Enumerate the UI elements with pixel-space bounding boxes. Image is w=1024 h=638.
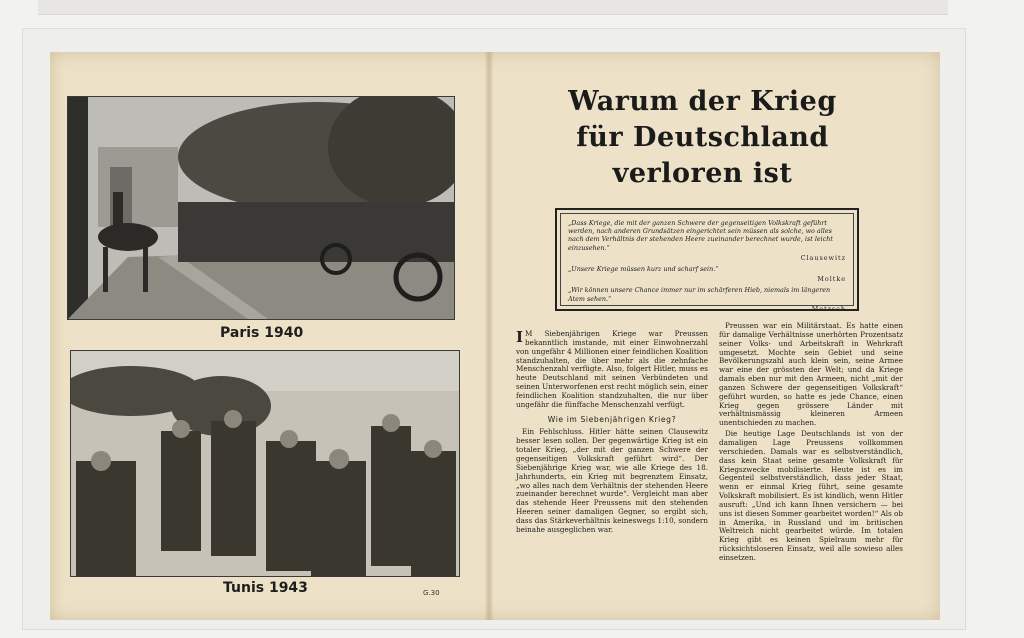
photo-paris-parade	[67, 96, 455, 320]
quote-text: „Wir können unsere Chance immer nur im schärferen Hieb, niemals im längeren Atem sehen.“	[568, 286, 831, 303]
drop-cap: I	[516, 328, 524, 346]
photo-caption-tunis: Tunis 1943	[223, 580, 308, 596]
top-paper-strip	[38, 0, 948, 15]
headline-line: Warum der Krieg	[568, 86, 837, 117]
quote-text: „Unsere Kriege müssen kurz und scharf sein.“	[568, 265, 719, 274]
article-column-left	[516, 330, 708, 537]
leaflet-code: G.30	[423, 589, 440, 597]
article-paragraph: Preussen war ein Militärstaat. Es hatte einen für damalige Verhältnisse unerhörten Prozentsatz seiner Volks- und Arbeitskraft in Wehrkraft umgesetzt. Mochte sein Gebiet und seine Bevölkerungszahl auch klein sein, seine Armee war eine der grössten der Welt; und da Kriege damals eben nur mit den Armeen, nicht „mit der ganzen Schwere der gegenseitigen Volkskraft“ geführt wurden, so hatte es jede Chance, einen Krieg gegen grössere Länder mit verhältnismässig kleineren Armeen unentschieden zu machen.	[719, 321, 903, 428]
photo-tunis-prisoners	[70, 350, 460, 577]
quote-box-inner	[560, 213, 854, 313]
article-paragraph	[516, 330, 708, 410]
quote-author: Moltke	[817, 275, 846, 284]
article-paragraph-text: M Siebenjährigen Kriege war Preussen bekanntlich imstande, mit einer Einwohnerzahl von ungefähr 4 Millionen einer feindlichen Koalition standzuhalten, die über mehr als die zehnfache Menschenzahl verfügte. Also, folgert Hitler, muss es heute Deutschland mit seinen Verbündeten und seinen Unterworfenen erst recht möglich sein, einer feindlichen Koalition standzuhalten, die nur über ungefähr die fünffache Menschenzahl verfügt.	[516, 329, 708, 409]
quote-text: „Dass Kriege, die mit der ganzen Schwere der gegenseitigen Volkskraft geführt werden, nach anderen Grundsätzen eingerichtet sein müssen als solche, wo alles nach dem Verhältnis der stehenden Heere zueinander berechnet wurde, ist leicht einzusehen.“	[568, 219, 833, 252]
article-paragraph: Die heutige Lage Deutschlands ist von der damaligen Lage Preussens vollkommen verschieden. Damals war es selbstverständlich, dass kein Staat seine gesamte Volkskraft für Kriegszwecke mobilisierte. Heute ist es im Gegenteil selbstverständlich, dass jeder Staat, wenn er einmal Krieg führt, seine gesamte Volkskraft mobilisiert. Es ist kindlich, wenn Hitler ausruft: „Und ich kann Ihnen versichern — bei uns ist diesen Sommer gearbeitet worden!“ Als ob in Amerika, in Russland und im britischen Weltreich nicht gearbeitet würde. Im totalen Krieg gibt es keinen Spielraum mehr für rücksichtsloseren Einsatz, weil alle sowieso alles einsetzen.	[719, 429, 903, 562]
quote-box	[555, 208, 859, 311]
leaflet-headline	[505, 84, 900, 192]
article-column-right	[719, 322, 903, 565]
headline-line: verloren ist	[612, 158, 793, 189]
quote-author: Clausewitz	[800, 253, 846, 262]
quote-author: Metzsch	[811, 304, 846, 313]
article-subheading: Wie im Siebenjährigen Krieg?	[547, 414, 677, 424]
article-paragraph: Ein Fehlschluss. Hitler hätte seinen Clausewitz besser lesen sollen. Der gegenwärtige Krieg ist ein totaler Krieg, „der mit der ganzen Schwere der gegenseitigen Volkskraft geführt wird“. Der Siebenjährige Krieg war, wie alle Kriege des 18. Jahrhunderts, ein Krieg mit begrenztem Einsatz, „wo alles nach dem Verhältnis der stehenden Heere zueinander berechnet wurde“. Vergleicht man aber das stehende Heer Preussens mit den stehenden Heeren seiner damaligen Gegner, so ergibt sich, dass das Stärkeverhältnis keineswegs 1:10, sondern beinahe ausgeglichen war.	[516, 427, 708, 534]
photo-caption-paris: Paris 1940	[220, 325, 304, 341]
center-fold	[485, 52, 493, 620]
headline-line: für Deutschland	[576, 122, 829, 153]
